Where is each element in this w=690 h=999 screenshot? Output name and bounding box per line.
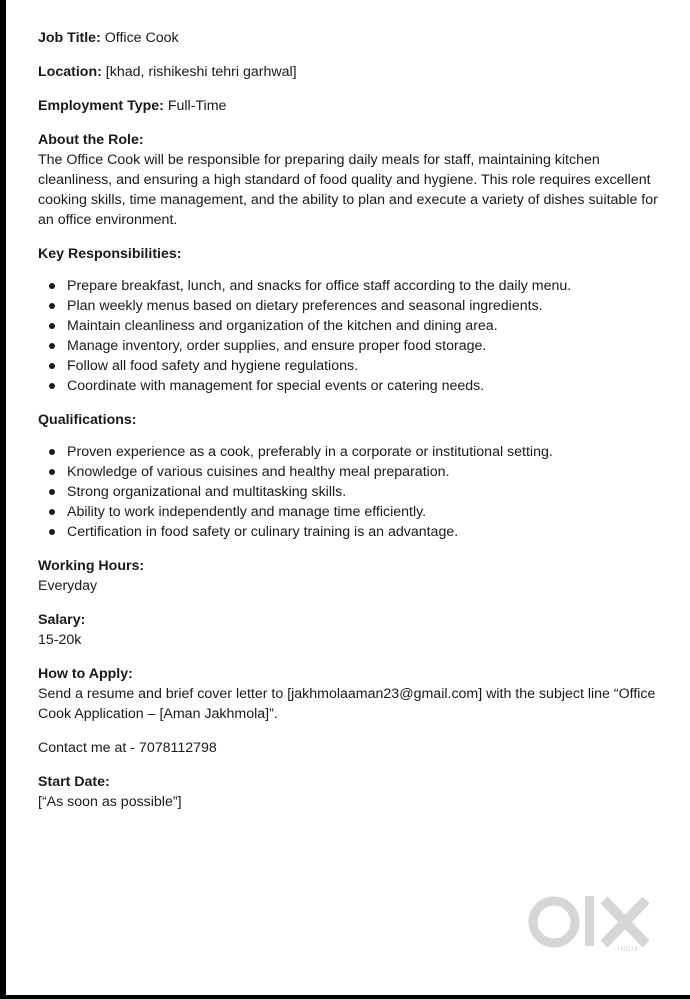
list-item-text: Coordinate with management for special events or catering needs. [67, 378, 485, 394]
employment-type-value: Full-Time [167, 98, 227, 114]
list-item-text: Plan weekly menus based on dietary preferences and seasonal ingredients. [67, 298, 543, 314]
bullet-icon [49, 449, 55, 455]
list-item [38, 502, 668, 522]
working-hours-section [38, 556, 668, 596]
salary-heading: Salary: [38, 612, 86, 628]
salary-section [38, 610, 668, 650]
bullet-icon [49, 509, 55, 515]
olx-watermark-sub: INDIA [618, 947, 640, 953]
qualifications-heading: Qualifications: [38, 412, 137, 428]
list-item-text: Strong organizational and multitasking skills. [67, 484, 347, 500]
job-posting-document [38, 28, 668, 826]
working-hours-heading: Working Hours: [38, 558, 145, 574]
bottom-border [0, 995, 690, 999]
how-to-apply-section [38, 664, 668, 724]
job-title-line [38, 28, 668, 48]
list-item-text: Manage inventory, order supplies, and ensure proper food storage. [67, 338, 487, 354]
bullet-icon [49, 323, 55, 329]
list-item [38, 442, 668, 462]
employment-type-label: Employment Type: [38, 98, 164, 114]
left-border [0, 0, 6, 999]
working-hours-value: Everyday [38, 578, 98, 594]
job-title-value: Office Cook [104, 30, 179, 46]
bullet-icon [49, 303, 55, 309]
olx-logo-icon [528, 890, 656, 954]
list-item [38, 522, 668, 542]
list-item [38, 296, 668, 316]
responsibilities-heading: Key Responsibilities: [38, 246, 182, 262]
about-line: an office environment. [38, 212, 178, 228]
list-item [38, 336, 668, 356]
bullet-icon [49, 343, 55, 349]
responsibilities-list [38, 276, 668, 396]
about-line: cleanliness, and ensuring a high standard of food quality and hygiene. This role requires excellent [38, 172, 651, 188]
bullet-icon [49, 489, 55, 495]
about-line: The Office Cook will be responsible for preparing daily meals for staff, maintaining kitchen [38, 152, 600, 168]
olx-watermark-logo [528, 890, 656, 960]
start-date-heading: Start Date: [38, 774, 110, 790]
contact-line: Contact me at - 7078112798 [38, 740, 217, 756]
list-item-text: Follow all food safety and hygiene regulations. [67, 358, 359, 374]
about-section [38, 130, 668, 230]
about-heading: About the Role: [38, 132, 144, 148]
bullet-icon [49, 469, 55, 475]
salary-value: 15-20k [38, 632, 82, 648]
location-line [38, 62, 668, 82]
list-item [38, 482, 668, 502]
location-label: Location: [38, 64, 102, 80]
location-value: [khad, rishikeshi tehri garhwal] [105, 64, 297, 80]
qualifications-list [38, 442, 668, 542]
list-item-text: Ability to work independently and manage time efficiently. [67, 504, 427, 520]
list-item-text: Certification in food safety or culinary training is an advantage. [67, 524, 459, 540]
list-item [38, 462, 668, 482]
qualifications-section [38, 410, 668, 542]
start-date-section [38, 772, 668, 812]
bullet-icon [49, 529, 55, 535]
responsibilities-section [38, 244, 668, 396]
how-to-apply-heading: How to Apply: [38, 666, 133, 682]
about-line: cooking skills, time management, and the ability to plan and execute a variety of dishes suitable for [38, 192, 658, 208]
bullet-icon [49, 363, 55, 369]
job-title-label: Job Title: [38, 30, 101, 46]
list-item [38, 316, 668, 336]
start-date-value: [“As soon as possible”] [38, 794, 182, 810]
bullet-icon [49, 383, 55, 389]
list-item-text: Prepare breakfast, lunch, and snacks for office staff according to the daily menu. [67, 278, 572, 294]
list-item [38, 276, 668, 296]
how-to-apply-line: Cook Application – [Aman Jakhmola]”. [38, 706, 278, 722]
how-to-apply-line: Send a resume and brief cover letter to [jakhmolaaman23@gmail.com] with the subject line “Office [38, 686, 656, 702]
list-item-text: Proven experience as a cook, preferably in a corporate or institutional setting. [67, 444, 553, 460]
list-item [38, 356, 668, 376]
list-item [38, 376, 668, 396]
list-item-text: Knowledge of various cuisines and healthy meal preparation. [67, 464, 450, 480]
employment-type-line [38, 96, 668, 116]
bullet-icon [49, 283, 55, 289]
list-item-text: Maintain cleanliness and organization of the kitchen and dining area. [67, 318, 498, 334]
